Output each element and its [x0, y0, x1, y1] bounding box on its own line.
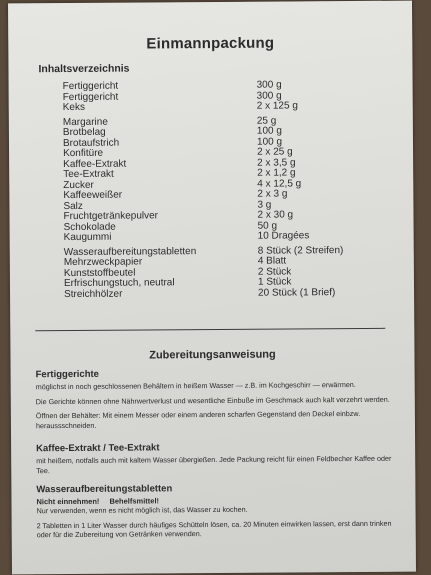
- item-quantity: 2 x 30 g: [257, 209, 294, 221]
- section-fertiggerichte: [36, 367, 396, 436]
- item-quantity: 20 Stück (1 Brief): [257, 286, 336, 299]
- item-name: Salz: [63, 200, 83, 212]
- paragraph: Nur verwenden, wenn es nicht möglich ist, das Wasser zu kochen.: [36, 504, 248, 516]
- item-quantity: 100 g: [256, 125, 282, 137]
- item-name: Brotaufstrich: [62, 137, 120, 149]
- item-quantity: 25 g: [256, 115, 277, 127]
- item-name: Fruchtgetränkepulver: [63, 210, 159, 223]
- item-name: Tee-Extrakt: [63, 168, 114, 181]
- preparation-heading: Zubereitungsanweisung: [149, 348, 276, 362]
- contents-list: [63, 80, 395, 300]
- item-quantity: 4 Blatt: [257, 255, 287, 267]
- list-item: [64, 231, 394, 244]
- document-page: [8, 1, 416, 575]
- item-name: Zucker: [63, 179, 94, 191]
- paragraph: möglichst in noch geschlossenen Behältern in heißem Wasser — z.B. im Kochgeschirr — erwärmen.: [35, 379, 356, 392]
- item-quantity: 10 Dragées: [257, 230, 310, 242]
- item-quantity: 2 x 125 g: [256, 100, 298, 112]
- warning-label: Nicht einnehmen!: [36, 496, 100, 507]
- item-name: Brotbelag: [62, 126, 106, 139]
- section-heading: Kaffee-Extrakt / Tee-Extrakt: [36, 442, 160, 455]
- item-quantity: 2 x 3,5 g: [257, 156, 296, 169]
- item-quantity: 100 g: [256, 136, 283, 148]
- item-name: Schokolade: [63, 221, 116, 233]
- item-name: Margarine: [62, 116, 108, 128]
- section-heading: Fertiggerichte: [35, 368, 100, 381]
- item-quantity: 2 x 1,2 g: [257, 167, 296, 179]
- paragraph: Die Gerichte können ohne Nährwertverlust und wesentliche Einbuße im Geschmack auch kalt verzehrt werden.: [35, 394, 390, 406]
- item-quantity: 300 g: [256, 90, 282, 102]
- item-name: Fertiggericht: [62, 91, 119, 103]
- paragraph: Öffnen der Behälter: Mit einem Messer oder einem anderen scharfen Gegenstand den Deckel einbzw. heraussschneiden.: [35, 408, 361, 430]
- paragraph: mit heißem, notfalls auch mit kaltem Wasser übergießen. Jede Packung reicht für einen Feldbecher Kaffee oder Tee.: [36, 453, 392, 475]
- list-item: [64, 287, 394, 300]
- section-divider: [35, 328, 385, 331]
- item-quantity: 1 Stück: [257, 276, 292, 288]
- item-name: Wasseraufbereitungstabletten: [63, 245, 197, 258]
- contents-heading: Inhaltsverzeichnis: [38, 62, 130, 76]
- item-name: Kunststoffbeutel: [63, 267, 136, 279]
- item-quantity: 2 Stück: [257, 265, 292, 278]
- item-name: Keks: [62, 101, 86, 114]
- item-name: Kaugummi: [63, 231, 112, 244]
- item-name: Konfitüre: [63, 147, 104, 160]
- item-name: Fertiggericht: [62, 80, 119, 93]
- item-quantity: 4 x 12,5 g: [257, 177, 302, 190]
- item-name: Streichhölzer: [64, 288, 123, 300]
- item-quantity: 50 g: [257, 220, 278, 232]
- item-quantity: 300 g: [256, 79, 282, 91]
- item-name: Mehrzweckpapier: [63, 256, 143, 269]
- item-quantity: 2 x 25 g: [257, 146, 293, 158]
- item-quantity: 8 Stück (2 Streifen): [257, 244, 344, 257]
- document-title: Einmannpackung: [146, 34, 275, 53]
- section-kaffee-tee: [36, 441, 396, 481]
- item-name: Kaffee-Extrakt: [63, 158, 127, 170]
- item-name: Erfrischungstuch, neutral: [63, 277, 175, 290]
- list-item: [63, 101, 393, 114]
- item-name: Kaffeeweißer: [63, 189, 123, 202]
- section-heading: Wasseraufbereitungstabletten: [36, 483, 173, 496]
- item-quantity: 2 x 3 g: [257, 188, 288, 200]
- paragraph: 2 Tabletten in 1 Liter Wasser durch häufiges Schütteln lösen, ca. 20 Minuten einwirken lassen, erst dann trinken oder für die Zubereitung von Getränken verwenden.: [36, 518, 392, 540]
- item-quantity: 3 g: [257, 199, 272, 211]
- section-wasseraufbereitung: [36, 482, 396, 545]
- warning-label: Behelfsmittel!: [109, 496, 160, 506]
